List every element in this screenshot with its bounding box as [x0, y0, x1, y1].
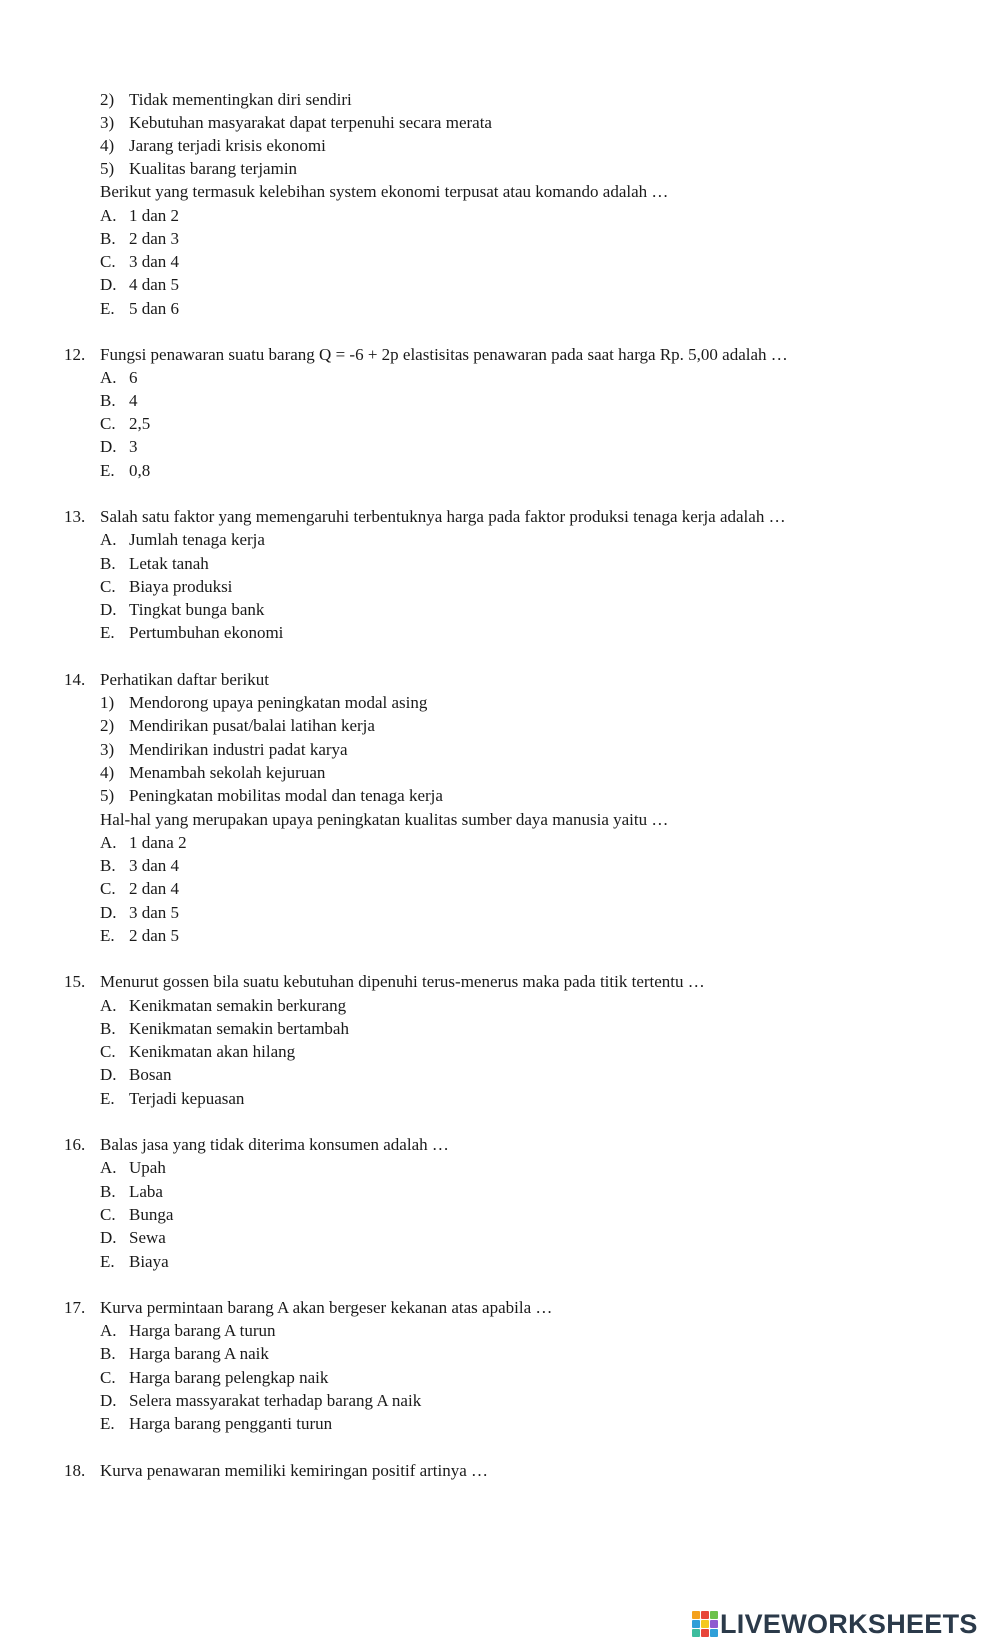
- logo-cell: [692, 1611, 700, 1619]
- answer-option[interactable]: A. Harga barang A turun: [100, 1321, 276, 1340]
- answer-option[interactable]: E. Terjadi kepuasan: [100, 1089, 245, 1108]
- logo-grid-icon: [692, 1611, 718, 1637]
- logo-cell: [701, 1629, 709, 1637]
- list-item: 4) Jarang terjadi krisis ekonomi: [100, 136, 326, 155]
- answer-option[interactable]: D. Sewa: [100, 1228, 166, 1247]
- question-text: Kurva permintaan barang A akan bergeser kekanan atas apabila …: [100, 1298, 553, 1317]
- answer-option[interactable]: A. Upah: [100, 1158, 166, 1177]
- answer-option[interactable]: A. Jumlah tenaga kerja: [100, 530, 265, 549]
- logo-cell: [710, 1620, 718, 1628]
- answer-option[interactable]: D. Bosan: [100, 1065, 172, 1084]
- logo-text: LIVEWORKSHEETS: [720, 1608, 978, 1639]
- answer-option[interactable]: D. 3: [100, 437, 138, 456]
- answer-option[interactable]: E. Harga barang pengganti turun: [100, 1414, 333, 1433]
- logo-cell: [701, 1620, 709, 1628]
- answer-option[interactable]: B. Harga barang A naik: [100, 1344, 269, 1363]
- question-number: 13.: [64, 507, 86, 526]
- answer-option[interactable]: D. 4 dan 5: [100, 275, 180, 294]
- list-item: 3) Kebutuhan masyarakat dapat terpenuhi secara merata: [100, 113, 492, 132]
- answer-option[interactable]: B. 2 dan 3: [100, 229, 180, 248]
- answer-option[interactable]: B. Kenikmatan semakin bertambah: [100, 1019, 349, 1038]
- logo-cell: [692, 1629, 700, 1637]
- list-item: 4) Menambah sekolah kejuruan: [100, 763, 326, 782]
- answer-option[interactable]: E. 2 dan 5: [100, 926, 180, 945]
- answer-option[interactable]: C. Kenikmatan akan hilang: [100, 1042, 296, 1061]
- answer-option[interactable]: C. 3 dan 4: [100, 252, 180, 271]
- list-item: 2) Tidak mementingkan diri sendiri: [100, 90, 352, 109]
- answer-option[interactable]: B. 4: [100, 391, 138, 410]
- question-stem: Berikut yang termasuk kelebihan system ekonomi terpusat atau komando adalah …: [100, 182, 669, 201]
- logo-cell: [710, 1629, 718, 1637]
- answer-option[interactable]: C. 2 dan 4: [100, 879, 180, 898]
- question-text: Perhatikan daftar berikut: [100, 670, 269, 689]
- logo-cell: [692, 1620, 700, 1628]
- answer-option[interactable]: B. 3 dan 4: [100, 856, 180, 875]
- question-stem: Hal-hal yang merupakan upaya peningkatan kualitas sumber daya manusia yaitu …: [100, 810, 669, 829]
- answer-option[interactable]: D. 3 dan 5: [100, 903, 180, 922]
- answer-option[interactable]: E. 5 dan 6: [100, 299, 180, 318]
- answer-option[interactable]: B. Laba: [100, 1182, 163, 1201]
- answer-option[interactable]: A. 1 dan 2: [100, 206, 180, 225]
- list-item: 1) Mendorong upaya peningkatan modal asing: [100, 693, 428, 712]
- answer-option[interactable]: A. 1 dana 2: [100, 833, 187, 852]
- logo-cell: [710, 1611, 718, 1619]
- answer-option[interactable]: E. 0,8: [100, 461, 151, 480]
- list-item: 2) Mendirikan pusat/balai latihan kerja: [100, 716, 375, 735]
- logo-cell: [701, 1611, 709, 1619]
- answer-option[interactable]: D. Selera massyarakat terhadap barang A naik: [100, 1391, 422, 1410]
- question-number: 15.: [64, 972, 86, 991]
- question-text: Kurva penawaran memiliki kemiringan positif artinya …: [100, 1461, 489, 1480]
- question-number: 16.: [64, 1135, 86, 1154]
- answer-option[interactable]: A. 6: [100, 368, 138, 387]
- answer-option[interactable]: E. Pertumbuhan ekonomi: [100, 623, 284, 642]
- answer-option[interactable]: E. Biaya: [100, 1252, 169, 1271]
- answer-option[interactable]: C. Harga barang pelengkap naik: [100, 1368, 329, 1387]
- question-text: Salah satu faktor yang memengaruhi terbentuknya harga pada faktor produksi tenaga kerja adalah …: [100, 507, 786, 526]
- list-item: 3) Mendirikan industri padat karya: [100, 740, 348, 759]
- answer-option[interactable]: C. Biaya produksi: [100, 577, 233, 596]
- answer-option[interactable]: C. 2,5: [100, 414, 151, 433]
- answer-option[interactable]: D. Tingkat bunga bank: [100, 600, 265, 619]
- question-number: 14.: [64, 670, 86, 689]
- question-text: Menurut gossen bila suatu kebutuhan dipenuhi terus-menerus maka pada titik tertentu …: [100, 972, 705, 991]
- question-number: 18.: [64, 1461, 86, 1480]
- question-text: Balas jasa yang tidak diterima konsumen adalah …: [100, 1135, 449, 1154]
- answer-option[interactable]: B. Letak tanah: [100, 554, 209, 573]
- question-number: 17.: [64, 1298, 86, 1317]
- list-item: 5) Kualitas barang terjamin: [100, 159, 298, 178]
- answer-option[interactable]: A. Kenikmatan semakin berkurang: [100, 996, 347, 1015]
- liveworksheets-logo: [692, 1608, 978, 1640]
- answer-option[interactable]: C. Bunga: [100, 1205, 174, 1224]
- question-number: 12.: [64, 345, 86, 364]
- list-item: 5) Peningkatan mobilitas modal dan tenaga kerja: [100, 786, 443, 805]
- question-text: Fungsi penawaran suatu barang Q = -6 + 2p elastisitas penawaran pada saat harga Rp. 5,00 adalah …: [100, 345, 788, 364]
